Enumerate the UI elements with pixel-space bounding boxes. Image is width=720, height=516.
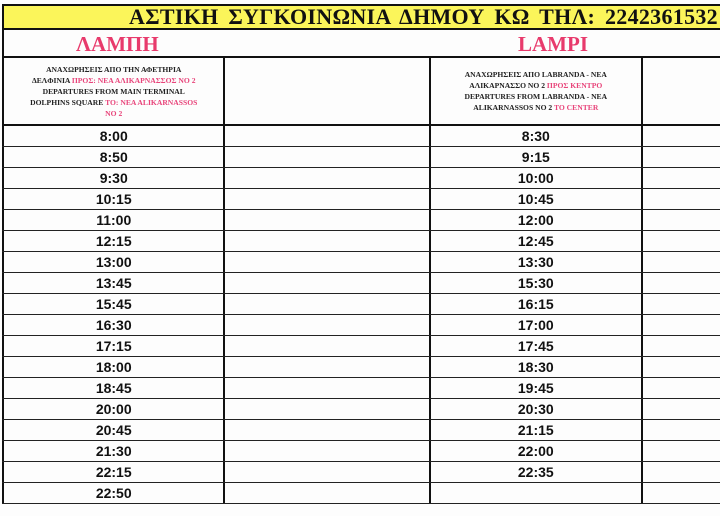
blank-cell (225, 189, 429, 209)
header-line (30, 97, 197, 108)
header-line (30, 86, 197, 97)
departure-time: 17:00 (517, 317, 554, 333)
departure-time: 18:45 (95, 380, 132, 396)
departure-time: 18:30 (517, 359, 554, 375)
blank-cell (225, 273, 429, 293)
header-text-col3 (460, 69, 611, 113)
departure-time-cell-labranda (429, 399, 643, 419)
table-row (2, 147, 720, 168)
departure-time-cell-dolphins (2, 357, 225, 377)
table-row (2, 357, 720, 378)
header-line-text: ΔΕΛΦΙΝΙΑ (31, 75, 72, 85)
header-departures-labranda (429, 58, 643, 124)
header-line-text: ΑΝΑΧΩΡΗΣΕΙΣ ΑΠΟ ΤΗΝ ΑΦΕΤΗΡΙΑ (46, 64, 182, 74)
header-line-text: ΑΝΑΧΩΡΗΣΕΙΣ ΑΠΟ LABRANDA - ΝΕΑ (464, 70, 607, 79)
table-row (2, 252, 720, 273)
blank-cell (225, 126, 429, 146)
departure-time-cell-dolphins (2, 462, 225, 482)
departure-time: 22:15 (95, 464, 132, 480)
departure-time-cell-dolphins (2, 210, 225, 230)
header-line-highlight: ΠΡΟΣ ΚΕΝΤΡΟ (546, 81, 603, 90)
header-line (30, 64, 197, 75)
departure-time-cell-dolphins (2, 147, 225, 167)
departure-time-cell-labranda (429, 231, 643, 251)
departure-time-cell-labranda (429, 294, 643, 314)
departure-time: 13:00 (95, 254, 132, 270)
departure-time-cell-labranda (429, 462, 643, 482)
route-title-greek: ΛΑΜΠΗ (76, 32, 159, 56)
header-line (30, 75, 197, 86)
header-line-text: ALIKARNASSOS NO 2 (473, 103, 554, 112)
table-row (2, 441, 720, 462)
departure-time-cell-labranda (429, 378, 643, 398)
blank-cell (225, 357, 429, 377)
departure-time: 21:15 (517, 422, 554, 438)
departure-time: 20:30 (517, 401, 554, 417)
departure-time-cell-labranda (429, 126, 643, 146)
departure-time: 10:45 (517, 191, 554, 207)
blank-cell (225, 483, 429, 503)
table-row (2, 399, 720, 420)
blank-cell (643, 399, 720, 419)
departure-time-cell-labranda (429, 336, 643, 356)
departure-time: 13:45 (95, 275, 132, 291)
header-line-text: ΑΛΙΚΑΡΝΑΣΣΟ ΝΟ 2 (469, 81, 547, 90)
departure-time: 12:00 (517, 212, 554, 228)
header-line-highlight: TO CENTER (553, 103, 599, 112)
blank-cell (643, 273, 720, 293)
banner-title: ΑΣΤΙΚΗ ΣΥΓΚΟΙΝΩΝΙΑ ΔΗΜΟΥ ΚΩ ΤΗΛ: 2242361532 (129, 4, 718, 29)
blank-cell (225, 399, 429, 419)
table-row (2, 420, 720, 441)
blank-cell (643, 294, 720, 314)
column-header-row (2, 58, 720, 126)
header-line (464, 69, 607, 80)
departure-time: 8:30 (521, 128, 550, 144)
departure-time-cell-dolphins (2, 378, 225, 398)
header-line-text: DEPARTURES FROM LABRANDA - NEA (464, 92, 608, 101)
table-row (2, 189, 720, 210)
departure-time: 12:45 (517, 233, 554, 249)
blank-cell (225, 420, 429, 440)
blank-cell (643, 252, 720, 272)
header-line-text: DOLPHINS SQUARE (30, 97, 106, 107)
departure-time-cell-labranda (429, 147, 643, 167)
header-text-col1 (26, 64, 201, 119)
table-row (2, 483, 720, 504)
blank-cell (225, 462, 429, 482)
blank-cell (643, 231, 720, 251)
timetable-grid (2, 58, 720, 504)
departure-time-cell-labranda (429, 252, 643, 272)
departure-time-cell-dolphins (2, 231, 225, 251)
blank-cell (643, 168, 720, 188)
header-banner (2, 4, 720, 30)
blank-cell (225, 231, 429, 251)
departure-time-cell-labranda (429, 168, 643, 188)
table-row (2, 294, 720, 315)
departure-time-cell-dolphins (2, 294, 225, 314)
departure-time-cell-labranda (429, 357, 643, 377)
blank-cell (643, 357, 720, 377)
departure-time-cell-labranda (429, 483, 643, 503)
header-blank-col4 (643, 58, 720, 124)
departure-time-cell-dolphins (2, 189, 225, 209)
route-title-latin: LAMPI (518, 32, 588, 56)
departure-time-cell-dolphins (2, 126, 225, 146)
table-row (2, 231, 720, 252)
header-line-highlight: NO 2 (105, 108, 123, 118)
table-row (2, 378, 720, 399)
table-row (2, 168, 720, 189)
departure-time: 10:15 (95, 191, 132, 207)
blank-cell (643, 441, 720, 461)
departure-time-cell-labranda (429, 189, 643, 209)
departure-time-cell-dolphins (2, 273, 225, 293)
blank-cell (225, 336, 429, 356)
departure-time: 20:00 (95, 401, 132, 417)
departure-time: 22:35 (517, 464, 554, 480)
departure-time: 17:15 (95, 338, 132, 354)
table-row (2, 210, 720, 231)
blank-cell (225, 441, 429, 461)
departure-time-cell-dolphins (2, 168, 225, 188)
blank-cell (643, 147, 720, 167)
departure-time: 10:00 (517, 170, 554, 186)
departure-time-cell-labranda (429, 315, 643, 335)
blank-cell (225, 210, 429, 230)
departure-time: 9:15 (521, 149, 550, 165)
blank-cell (643, 483, 720, 503)
departure-time-cell-dolphins (2, 399, 225, 419)
blank-cell (643, 315, 720, 335)
blank-cell (643, 126, 720, 146)
header-line (464, 91, 607, 102)
header-line (464, 80, 607, 91)
departure-time-cell-labranda (429, 210, 643, 230)
departure-time: 12:15 (95, 233, 132, 249)
departure-time-cell-labranda (429, 441, 643, 461)
departure-time: 11:00 (96, 212, 132, 228)
blank-cell (225, 147, 429, 167)
departure-time-cell-dolphins (2, 315, 225, 335)
header-blank-col2 (225, 58, 429, 124)
departure-time-cell-dolphins (2, 483, 225, 503)
table-row (2, 315, 720, 336)
departure-time-cell-labranda (429, 420, 643, 440)
header-line (464, 102, 607, 113)
table-row (2, 336, 720, 357)
table-row (2, 126, 720, 147)
header-line (30, 108, 197, 119)
departure-time: 8:00 (99, 128, 128, 144)
departure-time: 15:45 (95, 296, 132, 312)
departure-time-cell-labranda (429, 273, 643, 293)
departure-time-cell-dolphins (2, 420, 225, 440)
departure-time: 20:45 (95, 422, 132, 438)
departure-time: 13:30 (517, 254, 554, 270)
table-row (2, 462, 720, 483)
table-row (2, 273, 720, 294)
blank-cell (643, 378, 720, 398)
blank-cell (643, 189, 720, 209)
departure-time-cell-dolphins (2, 336, 225, 356)
departure-time: 18:00 (95, 359, 132, 375)
header-line-text: DEPARTURES FROM MAIN TERMINAL (42, 86, 185, 96)
header-departures-dolphins-square (2, 58, 225, 124)
header-line-highlight: ΠΡΟΣ: ΝΕΑ ΑΛΙΚΑΡΝΑΣΣΟΣ ΝΟ 2 (71, 75, 196, 85)
departure-time: 9:30 (99, 170, 128, 186)
departure-time: 16:15 (517, 296, 554, 312)
departure-time-cell-dolphins (2, 441, 225, 461)
blank-cell (225, 315, 429, 335)
departure-time: 22:50 (95, 485, 132, 501)
departure-time: 19:45 (517, 380, 554, 396)
blank-cell (225, 378, 429, 398)
blank-cell (643, 420, 720, 440)
blank-cell (643, 210, 720, 230)
blank-cell (643, 462, 720, 482)
departure-time: 17:45 (517, 338, 554, 354)
departure-time: 8:50 (99, 149, 128, 165)
blank-cell (225, 168, 429, 188)
departure-time: 15:30 (517, 275, 554, 291)
departure-time-cell-dolphins (2, 252, 225, 272)
blank-cell (225, 252, 429, 272)
departure-time: 21:30 (95, 443, 132, 459)
departure-time: 22:00 (517, 443, 554, 459)
header-line-highlight: TO: NEA ALIKARNASSOS (105, 97, 198, 107)
route-title-row (2, 30, 720, 58)
blank-cell (225, 294, 429, 314)
blank-cell (643, 336, 720, 356)
departure-time: 16:30 (95, 317, 132, 333)
